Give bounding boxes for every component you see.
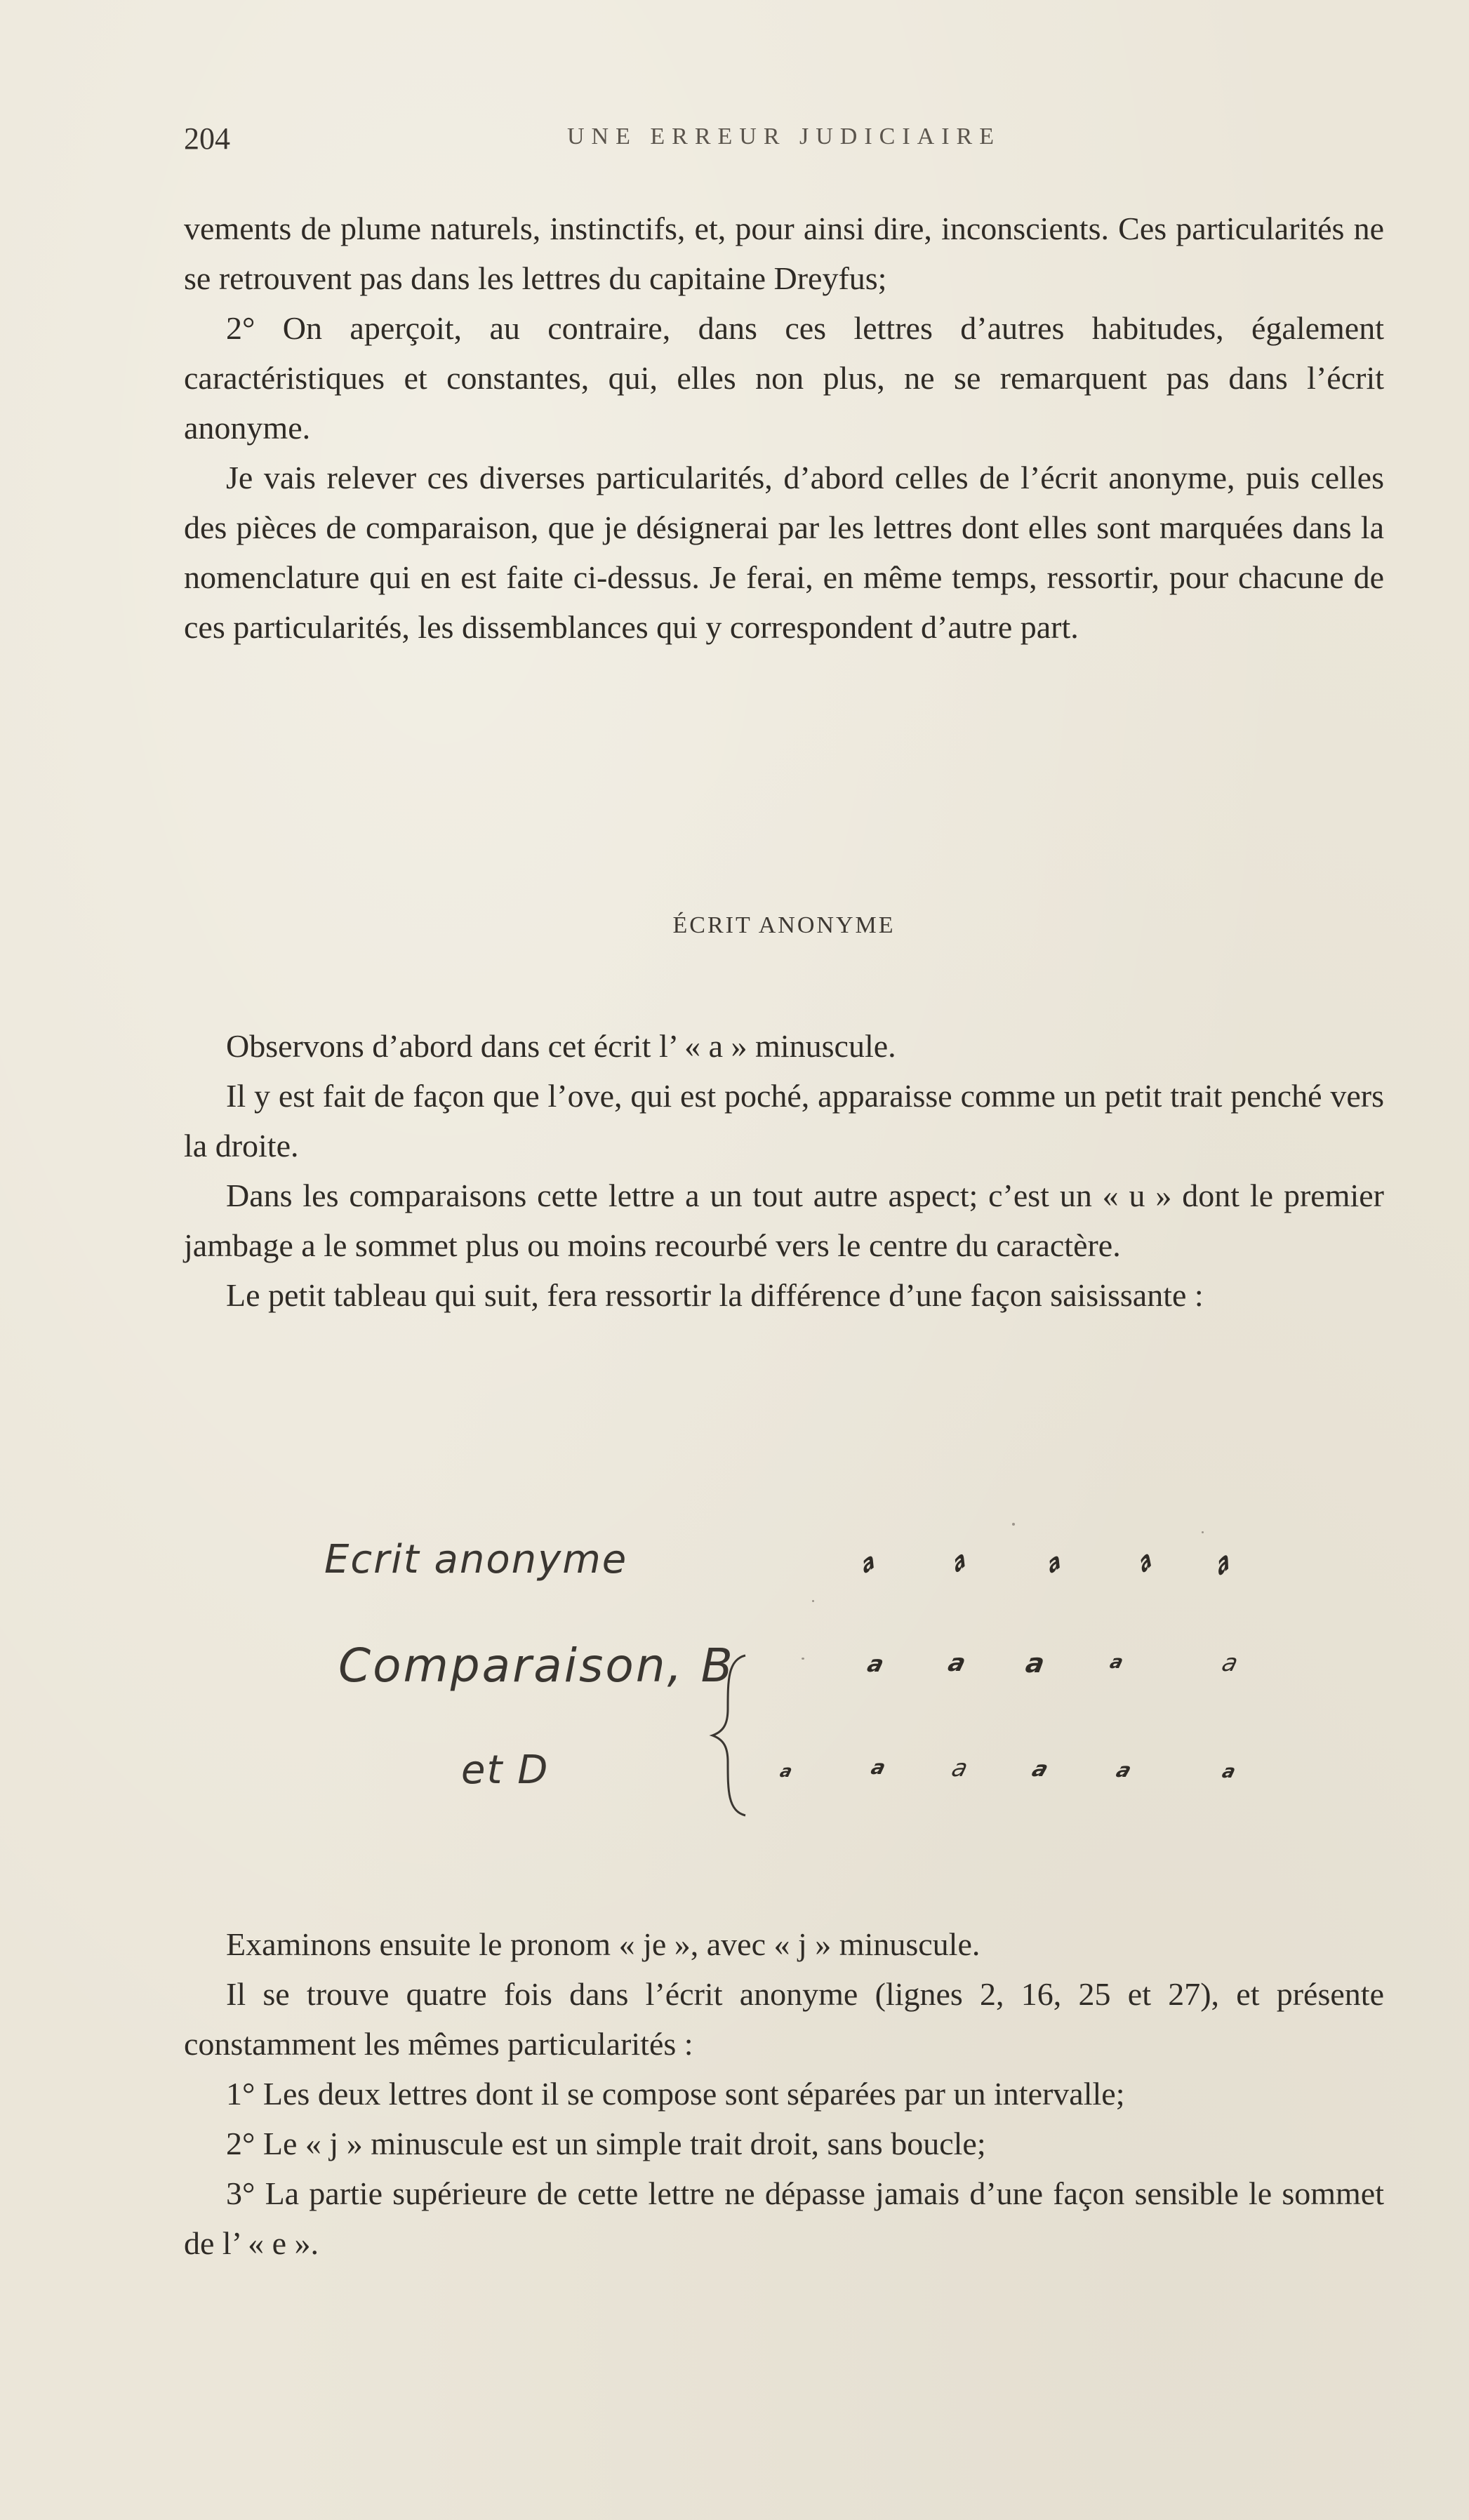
sample-anonymous-2: a (950, 1544, 969, 1580)
ink-speck (1202, 1531, 1204, 1533)
lowercase-a-text-block (184, 1021, 1384, 1320)
sample-comparison-b-4: a (1107, 1652, 1126, 1673)
paragraph-examine-je: Examinons ensuite le pronom « je », avec « j » minuscule. (226, 1926, 981, 1962)
label-ecrit-anonyme: Ecrit anonyme (324, 1537, 628, 1582)
page-number: 204 (184, 121, 230, 156)
running-title: UNE ERREUR JUDICIAIRE (567, 124, 1001, 149)
paragraph-occurrences: Il se trouve quatre fois dans l’écrit anonyme (lignes 2, 16, 25 et 27), et présente constamment les mêmes particularités : (184, 1976, 1384, 2062)
paragraph-a-shape: Il y est fait de façon que l’ove, qui est poché, apparaisse comme un petit trait penché vers la droite. (184, 1078, 1384, 1164)
label-comparaison: Comparaison, B (338, 1639, 735, 1693)
ink-speck (802, 1658, 804, 1660)
paragraph-method: Je vais relever ces diverses particularités, d’abord celles de l’écrit anonyme, puis celles des pièces de comparaison, que je désignerai par les lettres dont elles sont marquées dans la nomenclature qui en est faite ci-dessus. Je ferai, en même temps, ressortir, pour chacune de ces particularités, les dissemblances qui y correspondent d’autre part. (184, 460, 1384, 645)
sample-comparison-b-2: a (945, 1649, 969, 1677)
label-et-d: et D (461, 1747, 550, 1793)
sample-comparison-d-4: a (1028, 1757, 1052, 1782)
sample-anonymous-3: a (1045, 1546, 1064, 1580)
sample-anonymous-4: a (1136, 1544, 1155, 1580)
section-heading: ÉCRIT ANONYME (672, 912, 896, 938)
sample-comparison-b-1: a (864, 1651, 887, 1677)
paragraph-point-1-j: 1° Les deux lettres dont il se compose sont séparées par un intervalle; (226, 2076, 1125, 2112)
paragraph-comparison-a: Dans les comparaisons cette lettre a un tout autre aspect; c’est un « u » dont le premier jambage a le sommet plus ou moins recourbé vers le centre du caractère. (184, 1178, 1384, 1263)
ink-speck (1012, 1523, 1015, 1526)
letter-samples (184, 1495, 1384, 1825)
ink-speck (812, 1600, 814, 1602)
sample-anonymous-5: a (1214, 1542, 1232, 1583)
paragraph-point-2: 2° On aperçoit, au contraire, dans ces lettres d’autres habitudes, également caractéristiques et constantes, qui, elles non plus, ne se remarquent pas dans l’écrit anonyme. (184, 310, 1384, 446)
sample-comparison-b-5: a (1218, 1649, 1242, 1677)
paragraph-continuation: vements de plume naturels, instinctifs, et, pour ainsi dire, inconscients. Ces particularités ne se retrouvent pas dans les lettres du capitaine Dreyfus; (184, 211, 1384, 296)
sample-comparison-d-3: a (948, 1754, 971, 1782)
paragraph-observe-a: Observons d’abord dans cet écrit l’ « a » minuscule. (226, 1028, 896, 1064)
paragraph-table-intro: Le petit tableau qui suit, fera ressortir la différence d’une façon saisissante : (226, 1277, 1204, 1313)
paragraph-point-3-j: 3° La partie supérieure de cette lettre ne dépasse jamais d’une façon sensible le sommet de l’ « e ». (184, 2175, 1384, 2261)
sample-comparison-d-6: a (1219, 1761, 1238, 1782)
sample-comparison-d-5: a (1112, 1759, 1135, 1782)
intro-text-block (184, 204, 1384, 652)
paragraph-point-2-j: 2° Le « j » minuscule est un simple trait droit, sans boucle; (226, 2126, 986, 2161)
page-header (184, 121, 1384, 163)
handwriting-comparison-figure (184, 1495, 1384, 1825)
sample-comparison-b-3: a (1023, 1648, 1047, 1679)
sample-anonymous-1: a (859, 1546, 878, 1580)
lowercase-j-text-block (184, 1919, 1384, 2268)
sample-comparison-d-1: a (778, 1761, 795, 1781)
sample-comparison-d-2: a (868, 1756, 889, 1779)
